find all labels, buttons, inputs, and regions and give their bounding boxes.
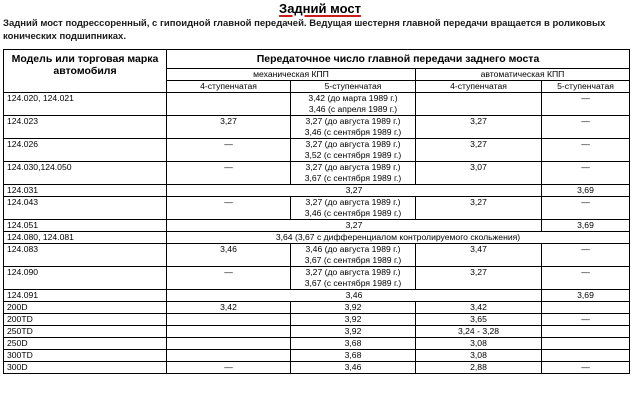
table-cell: — <box>542 362 630 374</box>
table-cell: 3,92 <box>291 302 416 314</box>
col-ratio-header: Передаточное число главной передачи заднего моста <box>167 50 630 69</box>
table-cell: 3,27 (до августа 1989 г.) 3,46 (с сентября 1989 г.) <box>291 116 416 139</box>
table-cell: 2,88 <box>416 362 542 374</box>
table-cell: 124.080, 124.081 <box>4 232 167 244</box>
table-cell: 3,27 (до августа 1989 г.) 3,46 (с сентября 1989 г.) <box>291 197 416 220</box>
table-row <box>4 267 630 290</box>
table-cell: 3,68 <box>291 338 416 350</box>
table-cell <box>542 302 630 314</box>
table-row <box>4 302 630 314</box>
table-cell: — <box>167 362 291 374</box>
table-row <box>4 338 630 350</box>
table-cell: 124.090 <box>4 267 167 290</box>
table-cell: 124.051 <box>4 220 167 232</box>
table-cell: 3,92 <box>291 314 416 326</box>
table-cell: 3,08 <box>416 350 542 362</box>
manual-gearbox-header: механическая КПП <box>167 69 416 81</box>
table-cell: — <box>167 197 291 220</box>
table-cell: 3,65 <box>416 314 542 326</box>
table-row <box>4 139 630 162</box>
table-row <box>4 220 630 232</box>
table-cell: 124.026 <box>4 139 167 162</box>
table-cell: 3,07 <box>416 162 542 185</box>
table-cell: 250D <box>4 338 167 350</box>
table-row <box>4 232 630 244</box>
table-cell: 200TD <box>4 314 167 326</box>
table-cell: 3,46 (до августа 1989 г.) 3,67 (с сентября 1989 г.) <box>291 244 416 267</box>
table-cell: 3,69 <box>542 220 630 232</box>
table-cell: 3,46 <box>167 290 542 302</box>
table-cell: 3,27 (до августа 1989 г.) 3,67 (с сентября 1989 г.) <box>291 267 416 290</box>
table-cell: 200D <box>4 302 167 314</box>
table-cell: 300D <box>4 362 167 374</box>
table-cell: 3,27 <box>416 197 542 220</box>
table-row <box>4 197 630 220</box>
table-cell: 3,42 <box>416 302 542 314</box>
table-cell: — <box>542 93 630 116</box>
sub-header: 4-ступенчатая <box>167 81 291 93</box>
table-cell: 3,27 <box>167 220 542 232</box>
table-cell: 3,27 <box>416 139 542 162</box>
table-cell: 3,42 <box>167 302 291 314</box>
table-cell: 3,27 <box>167 116 291 139</box>
table-cell <box>542 350 630 362</box>
table-row <box>4 93 630 116</box>
table-row <box>4 185 630 197</box>
table-cell <box>416 93 542 116</box>
table-cell <box>167 326 291 338</box>
page-title: Задний мост <box>279 1 361 16</box>
table-cell: — <box>542 314 630 326</box>
table-cell: 124.030,124.050 <box>4 162 167 185</box>
sub-header: 5-ступенчатая <box>542 81 630 93</box>
table-cell: 3,08 <box>416 338 542 350</box>
table-cell: 3,68 <box>291 350 416 362</box>
table-row <box>4 350 630 362</box>
table-cell: 3,27 <box>167 185 542 197</box>
table-cell: 3,42 (до марта 1989 г.) 3,46 (с апреля 1989 г.) <box>291 93 416 116</box>
table-cell: 124.043 <box>4 197 167 220</box>
table-cell: 124.031 <box>4 185 167 197</box>
table-cell: — <box>542 162 630 185</box>
table-cell: — <box>542 116 630 139</box>
table-cell: 3,27 <box>416 116 542 139</box>
table-cell: — <box>542 139 630 162</box>
table-row <box>4 290 630 302</box>
table-cell: — <box>542 244 630 267</box>
table-row <box>4 362 630 374</box>
table-row <box>4 244 630 267</box>
sub-header: 4-ступенчатая <box>416 81 542 93</box>
table-cell: 3,92 <box>291 326 416 338</box>
table-cell: 3,64 (3,67 с дифференциалом контролируемого скольжения) <box>167 232 630 244</box>
sub-header: 5-ступенчатая <box>291 81 416 93</box>
table-row <box>4 314 630 326</box>
table-cell: 3,69 <box>542 290 630 302</box>
table-cell: 250TD <box>4 326 167 338</box>
table-cell: — <box>167 139 291 162</box>
table-row <box>4 116 630 139</box>
table-cell: — <box>542 267 630 290</box>
table-cell <box>167 314 291 326</box>
table-cell: 300TD <box>4 350 167 362</box>
gear-ratio-table <box>3 49 630 374</box>
table-cell <box>542 326 630 338</box>
table-cell: 124.091 <box>4 290 167 302</box>
table-cell: — <box>167 162 291 185</box>
intro-paragraph: Задний мост подрессоренный, с гипоидной главной передачей. Ведущая шестерня главной передачи вращается в роликовых конических подшипниках. <box>3 18 606 42</box>
table-cell: 124.020, 124.021 <box>4 93 167 116</box>
table-cell: 124.023 <box>4 116 167 139</box>
table-row <box>4 162 630 185</box>
table-cell: 3,27 <box>416 267 542 290</box>
table-cell: 3,47 <box>416 244 542 267</box>
table-cell: — <box>167 267 291 290</box>
table-cell <box>167 93 291 116</box>
table-cell: 3,27 (до августа 1989 г.) 3,67 (с сентября 1989 г.) <box>291 162 416 185</box>
col-model-header: Модель или торговая марка автомобиля <box>4 50 167 93</box>
table-cell: 3,46 <box>291 362 416 374</box>
table-cell <box>167 338 291 350</box>
table-cell: 3,69 <box>542 185 630 197</box>
table-cell: 3,27 (до августа 1989 г.) 3,52 (с сентября 1989 г.) <box>291 139 416 162</box>
table-row <box>4 326 630 338</box>
table-cell: — <box>542 197 630 220</box>
table-cell: 124.083 <box>4 244 167 267</box>
table-cell <box>542 338 630 350</box>
table-cell <box>167 350 291 362</box>
table-cell: 3,46 <box>167 244 291 267</box>
table-cell: 3,24 - 3,28 <box>416 326 542 338</box>
auto-gearbox-header: автоматическая КПП <box>416 69 630 81</box>
